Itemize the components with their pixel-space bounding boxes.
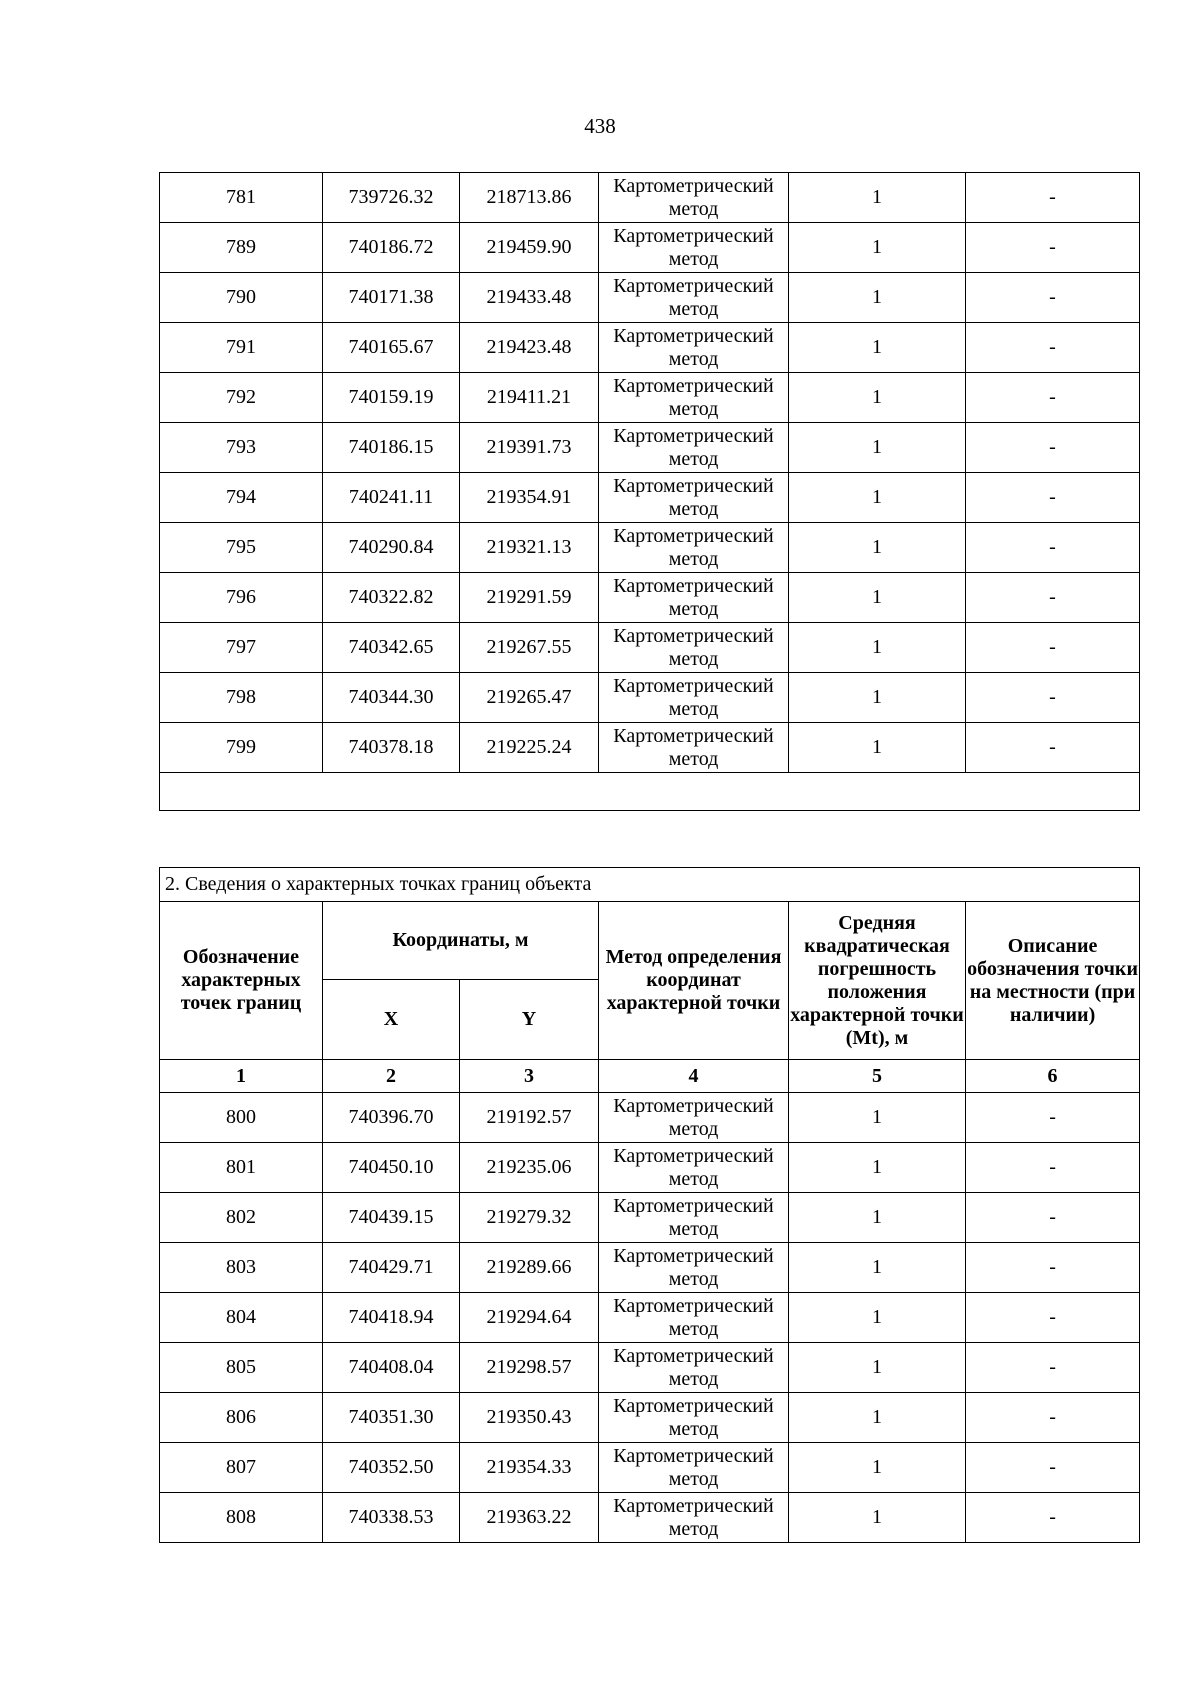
column-number: 5 [789,1060,966,1093]
method-line: метод [668,247,719,270]
description-cell: - [966,673,1140,723]
method-line: Картометрический [613,1194,774,1217]
method-cell [599,323,789,373]
method-line: метод [668,1167,719,1190]
description-cell: - [966,523,1140,573]
point-cell: 800 [160,1093,323,1143]
error-cell: 1 [789,1093,966,1143]
column-number: 1 [160,1060,323,1093]
method-line: метод [668,397,719,420]
table-row [160,223,1140,273]
description-cell: - [966,1143,1140,1193]
error-cell: 1 [789,1393,966,1443]
method-line: метод [668,1417,719,1440]
method-cell [599,623,789,673]
method-line: метод [668,1217,719,1240]
description-cell: - [966,1093,1140,1143]
point-cell: 791 [160,323,323,373]
method-line: метод [668,447,719,470]
error-cell: 1 [789,1343,966,1393]
method-line: Картометрический [613,474,774,497]
x-coordinate-cell: 739726.32 [323,173,460,223]
description-cell: - [966,1393,1140,1443]
x-coordinate-cell: 740396.70 [323,1093,460,1143]
table-row [160,273,1140,323]
point-cell: 792 [160,373,323,423]
method-line: метод [668,197,719,220]
method-cell [599,1143,789,1193]
description-cell: - [966,373,1140,423]
method-line: Картометрический [613,424,774,447]
table-row [160,623,1140,673]
point-cell: 795 [160,523,323,573]
method-line: Картометрический [613,674,774,697]
header-row [160,902,1140,980]
y-coordinate-cell: 219267.55 [460,623,599,673]
error-cell: 1 [789,1293,966,1343]
error-cell: 1 [789,623,966,673]
method-line: Картометрический [613,174,774,197]
method-line: Картометрический [613,224,774,247]
y-coordinate-cell: 219350.43 [460,1393,599,1443]
section-title: 2. Сведения о характерных точках границ объекта [160,868,1140,902]
method-line: метод [668,1517,719,1540]
method-line: Картометрический [613,1244,774,1267]
description-cell: - [966,273,1140,323]
method-cell [599,523,789,573]
x-coordinate-cell: 740290.84 [323,523,460,573]
x-coordinate-cell: 740418.94 [323,1293,460,1343]
x-coordinate-cell: 740241.11 [323,473,460,523]
y-coordinate-cell: 219354.33 [460,1443,599,1493]
method-line: Картометрический [613,1094,774,1117]
point-cell: 806 [160,1393,323,1443]
description-cell: - [966,423,1140,473]
method-line: Картометрический [613,574,774,597]
error-cell: 1 [789,173,966,223]
x-coordinate-cell: 740165.67 [323,323,460,373]
method-line: Картометрический [613,374,774,397]
table-body [160,1093,1140,1543]
table-row [160,1293,1140,1343]
method-line: метод [668,1117,719,1140]
section-title-row [160,868,1140,902]
error-cell: 1 [789,673,966,723]
method-line: метод [668,1367,719,1390]
error-cell: 1 [789,423,966,473]
method-cell [599,1293,789,1343]
method-line: метод [668,747,719,770]
table-row [160,1393,1140,1443]
description-cell: - [966,323,1140,373]
column-number: 6 [966,1060,1140,1093]
point-cell: 794 [160,473,323,523]
boundary-points-table-continued [159,172,1140,811]
header-error: Средняя квадратическая погрешность положения характерной точки (Mt), м [789,902,966,1060]
x-coordinate-cell: 740352.50 [323,1443,460,1493]
header-coordinates: Координаты, м [323,902,599,980]
method-cell [599,1193,789,1243]
x-coordinate-cell: 740378.18 [323,723,460,773]
point-cell: 789 [160,223,323,273]
method-line: Картометрический [613,274,774,297]
y-coordinate-cell: 219265.47 [460,673,599,723]
error-cell: 1 [789,523,966,573]
point-cell: 799 [160,723,323,773]
y-coordinate-cell: 219411.21 [460,373,599,423]
header-description: Описание обозначения точки на местности (при наличии) [966,902,1140,1060]
method-cell [599,1443,789,1493]
y-coordinate-cell: 219294.64 [460,1293,599,1343]
method-line: метод [668,497,719,520]
x-coordinate-cell: 740186.15 [323,423,460,473]
method-line: Картометрический [613,1394,774,1417]
column-numbers-row [160,1060,1140,1093]
table-body [160,173,1140,773]
error-cell: 1 [789,223,966,273]
column-number: 4 [599,1060,789,1093]
point-cell: 807 [160,1443,323,1493]
y-coordinate-cell: 219289.66 [460,1243,599,1293]
point-cell: 801 [160,1143,323,1193]
method-line: Картометрический [613,324,774,347]
table-row [160,1243,1140,1293]
error-cell: 1 [789,273,966,323]
point-cell: 796 [160,573,323,623]
point-cell: 797 [160,623,323,673]
x-coordinate-cell: 740342.65 [323,623,460,673]
y-coordinate-cell: 219225.24 [460,723,599,773]
table-row [160,423,1140,473]
x-coordinate-cell: 740159.19 [323,373,460,423]
description-cell: - [966,1343,1140,1393]
x-coordinate-cell: 740351.30 [323,1393,460,1443]
header-y: Y [460,980,599,1060]
y-coordinate-cell: 219291.59 [460,573,599,623]
error-cell: 1 [789,1243,966,1293]
error-cell: 1 [789,323,966,373]
page-number: 438 [584,114,616,138]
y-coordinate-cell: 219321.13 [460,523,599,573]
table-row [160,1143,1140,1193]
y-coordinate-cell: 218713.86 [460,173,599,223]
method-cell [599,273,789,323]
description-cell: - [966,623,1140,673]
error-cell: 1 [789,373,966,423]
y-coordinate-cell: 219298.57 [460,1343,599,1393]
method-line: Картометрический [613,1144,774,1167]
y-coordinate-cell: 219391.73 [460,423,599,473]
table-row [160,1343,1140,1393]
method-cell [599,173,789,223]
method-line: метод [668,1267,719,1290]
point-cell: 790 [160,273,323,323]
method-cell [599,673,789,723]
method-line: метод [668,547,719,570]
boundary-points-table [159,867,1140,1543]
description-cell: - [966,1443,1140,1493]
x-coordinate-cell: 740186.72 [323,223,460,273]
error-cell: 1 [789,723,966,773]
method-cell [599,1393,789,1443]
header-x: X [323,980,460,1060]
x-coordinate-cell: 740344.30 [323,673,460,723]
method-line: Картометрический [613,1444,774,1467]
method-line: Картометрический [613,524,774,547]
point-cell: 805 [160,1343,323,1393]
y-coordinate-cell: 219363.22 [460,1493,599,1543]
method-line: Картометрический [613,1344,774,1367]
method-cell [599,473,789,523]
error-cell: 1 [789,1493,966,1543]
method-line: метод [668,1467,719,1490]
description-cell: - [966,1493,1140,1543]
point-cell: 804 [160,1293,323,1343]
method-line: метод [668,597,719,620]
error-cell: 1 [789,1193,966,1243]
table-row [160,1493,1140,1543]
y-coordinate-cell: 219354.91 [460,473,599,523]
method-cell [599,723,789,773]
method-cell [599,1343,789,1393]
method-line: метод [668,697,719,720]
description-cell: - [966,223,1140,273]
method-line: метод [668,297,719,320]
description-cell: - [966,573,1140,623]
x-coordinate-cell: 740408.04 [323,1343,460,1393]
table-row [160,473,1140,523]
column-number: 3 [460,1060,599,1093]
point-cell: 798 [160,673,323,723]
description-cell: - [966,473,1140,523]
y-coordinate-cell: 219279.32 [460,1193,599,1243]
method-line: Картометрический [613,624,774,647]
method-line: метод [668,647,719,670]
description-cell: - [966,723,1140,773]
error-cell: 1 [789,573,966,623]
description-cell: - [966,1293,1140,1343]
y-coordinate-cell: 219235.06 [460,1143,599,1193]
table-row [160,323,1140,373]
x-coordinate-cell: 740322.82 [323,573,460,623]
point-cell: 803 [160,1243,323,1293]
description-cell: - [966,1243,1140,1293]
method-cell [599,573,789,623]
method-line: Картометрический [613,724,774,747]
empty-cell [160,773,1140,811]
y-coordinate-cell: 219192.57 [460,1093,599,1143]
method-cell [599,423,789,473]
header-designation: Обозначение характерных точек границ [160,902,323,1060]
x-coordinate-cell: 740338.53 [323,1493,460,1543]
point-cell: 793 [160,423,323,473]
table-row [160,373,1140,423]
table-row [160,723,1140,773]
x-coordinate-cell: 740429.71 [323,1243,460,1293]
column-number: 2 [323,1060,460,1093]
description-cell: - [966,173,1140,223]
empty-row [160,773,1140,811]
method-cell [599,373,789,423]
error-cell: 1 [789,1443,966,1493]
point-cell: 781 [160,173,323,223]
table-row [160,573,1140,623]
x-coordinate-cell: 740439.15 [323,1193,460,1243]
method-cell [599,1093,789,1143]
x-coordinate-cell: 740450.10 [323,1143,460,1193]
method-cell [599,1243,789,1293]
header-method: Метод определения координат характерной точки [599,902,789,1060]
table-row [160,1443,1140,1493]
y-coordinate-cell: 219459.90 [460,223,599,273]
x-coordinate-cell: 740171.38 [323,273,460,323]
method-line: метод [668,1317,719,1340]
method-cell [599,223,789,273]
point-cell: 802 [160,1193,323,1243]
point-cell: 808 [160,1493,323,1543]
method-line: Картометрический [613,1494,774,1517]
error-cell: 1 [789,473,966,523]
method-line: Картометрический [613,1294,774,1317]
method-cell [599,1493,789,1543]
method-line: метод [668,347,719,370]
table-row [160,673,1140,723]
description-cell: - [966,1193,1140,1243]
y-coordinate-cell: 219423.48 [460,323,599,373]
table-row [160,1093,1140,1143]
error-cell: 1 [789,1143,966,1193]
table-row [160,523,1140,573]
table-row [160,1193,1140,1243]
table-row [160,173,1140,223]
y-coordinate-cell: 219433.48 [460,273,599,323]
